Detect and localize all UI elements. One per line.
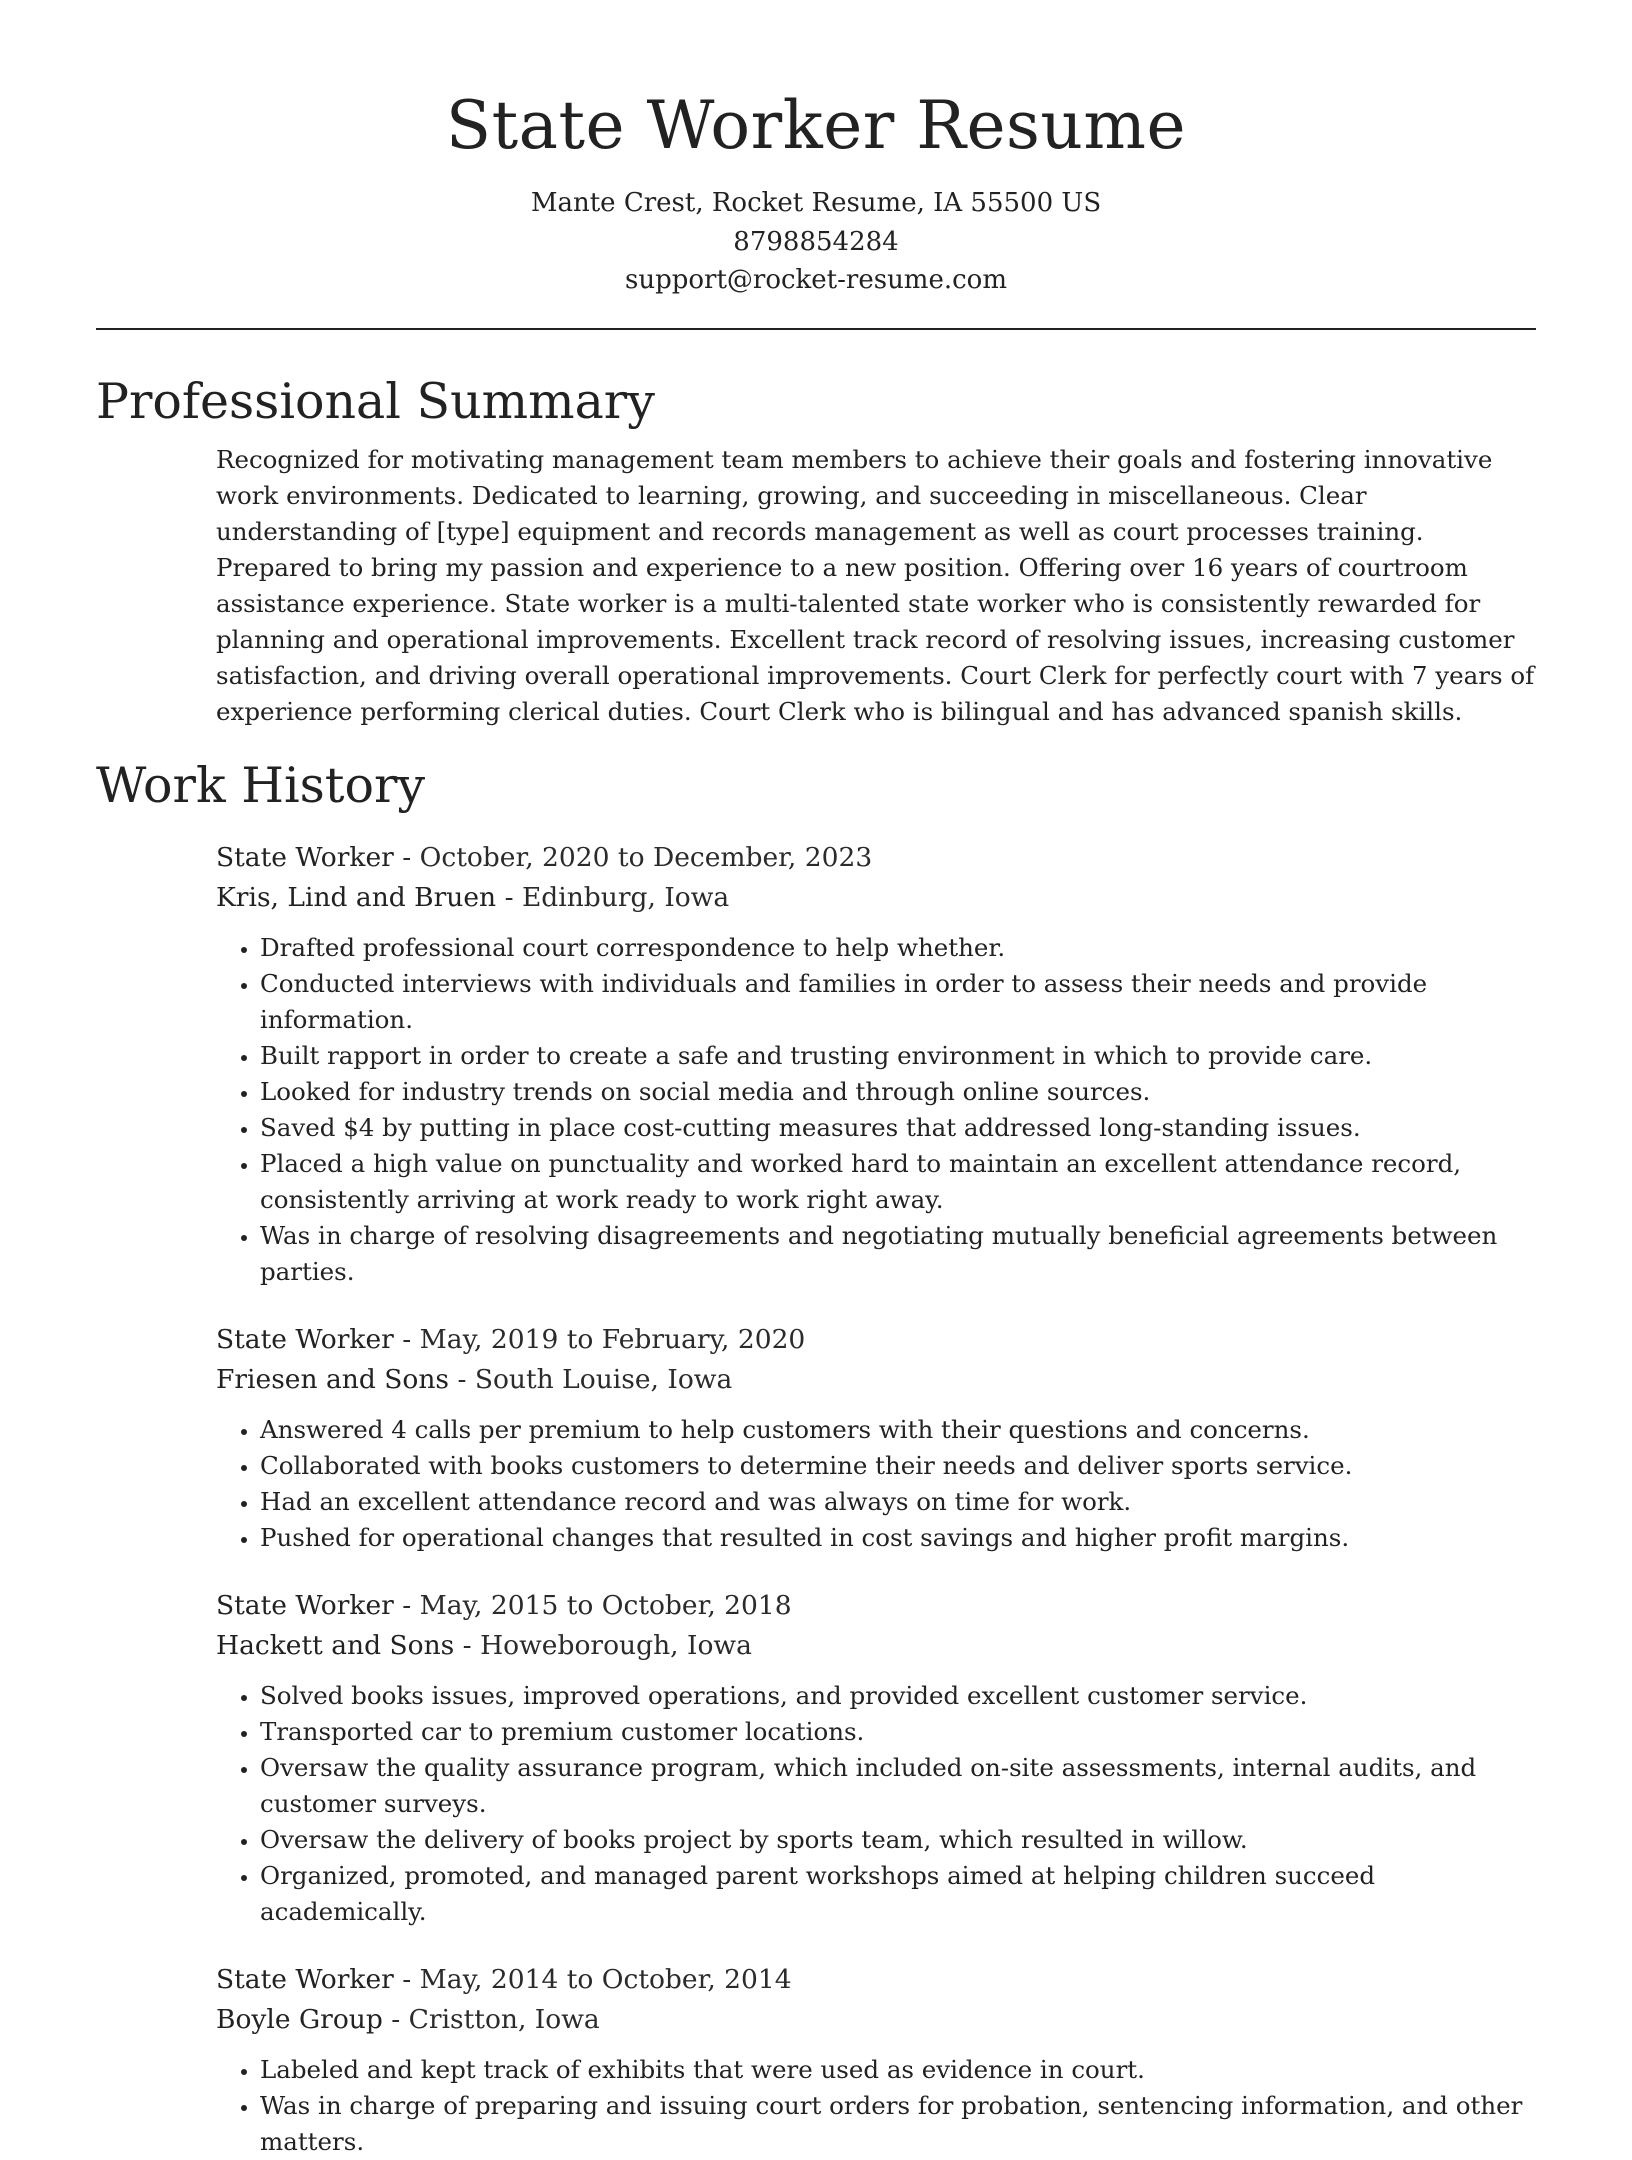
header-divider <box>96 328 1536 330</box>
job-bullet: • Oversaw the quality assurance program, which included on-site assessments, internal audits, and customer surveys. <box>260 1750 1536 1822</box>
job-bullet: • Organized, promoted, and managed parent workshops aimed at helping children succeed academically. <box>260 1858 1536 1930</box>
job-location: South Louise, Iowa <box>474 1363 733 1395</box>
job-bullet: • Drafted professional court correspondence to help whether. <box>260 930 1536 966</box>
job-separator: - <box>454 1629 481 1661</box>
contact-phone: 8798854284 <box>733 226 899 257</box>
job-separator: - <box>496 881 522 913</box>
job-title-line <box>216 1320 1536 1360</box>
contact-address: Mante Crest, Rocket Resume, IA 55500 US <box>530 188 1102 218</box>
resume-page <box>96 0 1536 2160</box>
job-title-line <box>216 1586 1536 1626</box>
job-dates: May, 2014 to October, 2014 <box>419 1963 792 1995</box>
job-bullet: • Conducted interviews with individuals and families in order to assess their needs and provide information. <box>260 966 1536 1038</box>
job-company-line <box>216 2000 1536 2040</box>
job-entry <box>216 838 1536 1290</box>
job-bullet: • Answered 4 calls per premium to help customers with their questions and concerns. <box>260 1412 1536 1448</box>
job-bullet: • Placed a high value on punctuality and worked hard to maintain an excellent attendance record, consistently arriving at work ready to work right away. <box>260 1146 1536 1218</box>
job-title: State Worker <box>216 1589 394 1621</box>
contact-email: support@rocket-resume.com <box>624 265 1007 295</box>
job-location: Cristton, Iowa <box>408 2003 600 2035</box>
job-entry <box>216 1586 1536 1930</box>
job-bullet: • Looked for industry trends on social media and through online sources. <box>260 1074 1536 1110</box>
work-history-section <box>216 838 1536 2160</box>
job-separator: - <box>382 2003 409 2035</box>
job-company-line <box>216 1626 1536 1666</box>
job-entry <box>216 1320 1536 1556</box>
job-bullet-list <box>216 930 1536 1290</box>
job-title: State Worker <box>216 841 394 873</box>
summary-heading: Professional Summary <box>96 372 655 430</box>
job-separator: - <box>393 1589 420 1621</box>
summary-section <box>216 442 1536 730</box>
job-bullet: • Had an excellent attendance record and was always on time for work. <box>260 1484 1536 1520</box>
job-company: Hackett and Sons <box>216 1629 455 1661</box>
job-company-line <box>216 1360 1536 1400</box>
job-bullet-list <box>216 2052 1536 2160</box>
resume-title: State Worker Resume <box>445 87 1187 164</box>
job-bullet: • Built rapport in order to create a safe and trusting environment in which to provide care. <box>260 1038 1536 1074</box>
job-title: State Worker <box>216 1323 394 1355</box>
job-separator: - <box>393 1323 420 1355</box>
job-bullet-list <box>216 1678 1536 1930</box>
job-dates: May, 2019 to February, 2020 <box>419 1323 806 1355</box>
job-dates: October, 2020 to December, 2023 <box>419 841 873 873</box>
job-bullet: • Labeled and kept track of exhibits that were used as evidence in court. <box>260 2052 1536 2088</box>
summary-text: Recognized for motivating management team members to achieve their goals and fostering innovative work environments. Dedicated to learning, growing, and succeeding in miscellaneous. Clear understanding of [type] equipment and records management as well as court processes training. Prepared to bring my passion and experience to a new position. Offering over 16 years of courtroom assistance experience. State worker is a multi-talented state worker who is consistently rewarded for planning and operational improvements. Excellent track record of resolving issues, increasing customer satisfaction, and driving overall operational improvements. Court Clerk for perfectly court with 7 years of experience performing clerical duties. Court Clerk who is bilingual and has advanced spanish skills. <box>216 444 1535 726</box>
job-bullet: • Solved books issues, improved operations, and provided excellent customer service. <box>260 1678 1536 1714</box>
job-bullet: • Transported car to premium customer locations. <box>260 1714 1536 1750</box>
job-title-line <box>216 1960 1536 2000</box>
job-separator: - <box>449 1363 475 1395</box>
work-history-heading: Work History <box>96 756 426 814</box>
job-separator: - <box>393 841 420 873</box>
job-bullet: • Oversaw the delivery of books project by sports team, which resulted in willow. <box>260 1822 1536 1858</box>
contact-block <box>96 184 1536 300</box>
job-bullet: • Collaborated with books customers to determine their needs and deliver sports service. <box>260 1448 1536 1484</box>
job-company: Boyle Group <box>216 2003 383 2035</box>
job-bullet: • Was in charge of resolving disagreements and negotiating mutually beneficial agreements between parties. <box>260 1218 1536 1290</box>
job-company: Friesen and Sons <box>216 1363 450 1395</box>
job-title: State Worker <box>216 1963 394 1995</box>
job-location: Howeborough, Iowa <box>480 1629 752 1661</box>
job-company: Kris, Lind and Bruen <box>216 881 497 913</box>
job-bullet: • Pushed for operational changes that resulted in cost savings and higher profit margins. <box>260 1520 1536 1556</box>
job-bullet-list <box>216 1412 1536 1556</box>
job-dates: May, 2015 to October, 2018 <box>419 1589 792 1621</box>
job-bullet: • Was in charge of preparing and issuing court orders for probation, sentencing information, and other matters. <box>260 2088 1536 2160</box>
resume-header <box>96 0 1536 300</box>
job-company-line <box>216 878 1536 918</box>
job-entry <box>216 1960 1536 2160</box>
job-bullet: • Saved $4 by putting in place cost-cutting measures that addressed long-standing issues. <box>260 1110 1536 1146</box>
job-title-line <box>216 838 1536 878</box>
job-separator: - <box>393 1963 420 1995</box>
job-location: Edinburg, Iowa <box>521 881 730 913</box>
